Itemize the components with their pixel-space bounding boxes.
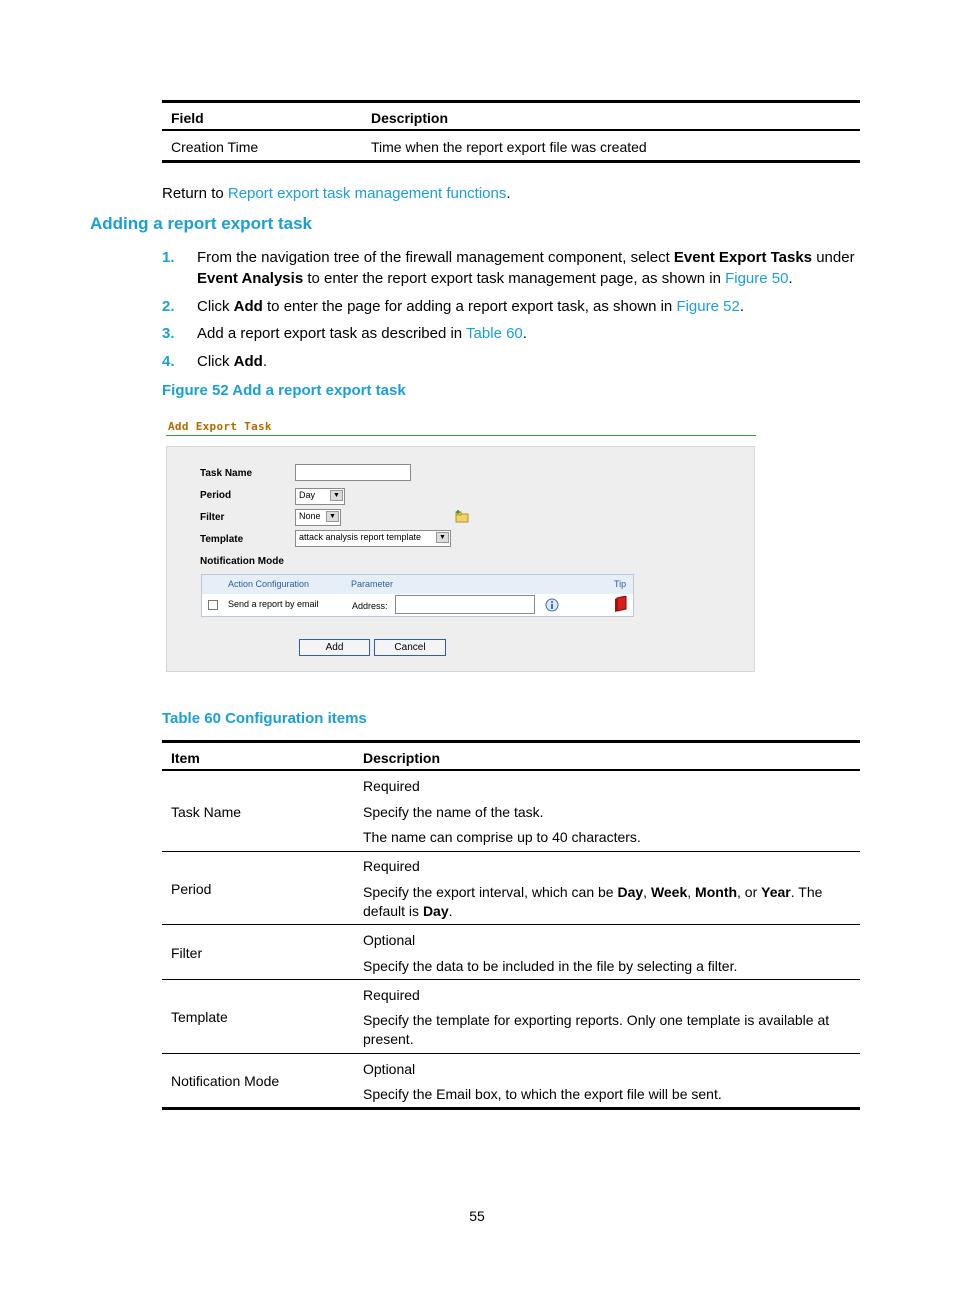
step-text: Add a report export task as described in Table 60. (197, 325, 527, 342)
config-table-top-rule (162, 740, 860, 743)
return-line (162, 185, 511, 202)
tip-book-icon[interactable] (614, 596, 628, 612)
table-bottom-rule (162, 160, 860, 163)
info-icon[interactable] (544, 597, 560, 613)
report-export-functions-link[interactable]: Report export task management functions (227, 185, 507, 202)
desc-line: Required (363, 987, 420, 1003)
figure-50-link[interactable]: Figure 50 (725, 270, 789, 287)
item-filter: Filter (171, 945, 203, 961)
table-top-rule (162, 100, 860, 103)
col-tip: Tip (614, 579, 627, 589)
config-table-bottom-rule (162, 1107, 860, 1110)
chevron-down-icon: ▼ (330, 490, 343, 501)
item-task-name: Task Name (171, 804, 242, 820)
form-title-divider (166, 435, 756, 436)
desc-line: Specify the Email box, to which the export file will be sent. (363, 1086, 722, 1102)
task-name-label: Task Name (200, 468, 253, 479)
row-divider (162, 924, 860, 925)
add-button[interactable]: Add (299, 639, 370, 656)
notification-table (201, 574, 634, 617)
table-caption: Table 60 Configuration items (162, 710, 367, 727)
desc-line: Specify the template for exporting reports. Only one template is available at present. (363, 1012, 830, 1047)
template-value: attack analysis report template (299, 532, 422, 542)
row-divider (162, 979, 860, 980)
step-text: Click Add to enter the page for adding a report export task, as shown in Figure 52. (197, 298, 744, 315)
return-prefix: Return to (162, 185, 228, 202)
col-action-configuration: Action Configuration (228, 579, 310, 589)
cancel-button[interactable]: Cancel (374, 639, 446, 656)
step-number: 1. (162, 249, 175, 266)
task-name-input[interactable] (295, 464, 411, 481)
step-text: Click Add. (197, 353, 268, 370)
send-email-checkbox[interactable] (208, 600, 218, 610)
step-number: 3. (162, 325, 175, 342)
table-header-rule (162, 129, 860, 131)
step-text: From the navigation tree of the firewall management component, select Event Export Tasks under Event Analysis to enter the report export task management page, as shown in Figure 50. (197, 249, 855, 287)
section-heading: Adding a report export task (90, 214, 312, 233)
filter-label: Filter (200, 512, 225, 523)
figure-52-link[interactable]: Figure 52 (676, 298, 740, 315)
desc-line: Specify the export interval, which can be Day, Week, Month, or Year. The default is Day. (363, 884, 823, 919)
col-parameter: Parameter (351, 579, 394, 589)
item-template: Template (171, 1009, 228, 1025)
period-value: Day (299, 490, 316, 500)
table-cell-description: Time when the report export file was created (371, 139, 647, 155)
column-header-field: Field (171, 110, 204, 126)
page-number: 55 (469, 1208, 485, 1224)
chevron-down-icon: ▼ (436, 532, 449, 543)
period-select[interactable] (295, 488, 345, 505)
row-divider (162, 851, 860, 852)
column-header-description: Description (363, 750, 441, 766)
item-period: Period (171, 881, 212, 897)
figure-caption: Figure 52 Add a report export task (162, 382, 406, 399)
template-label: Template (200, 534, 244, 545)
desc-line: The name can comprise up to 40 characters. (363, 829, 641, 845)
period-label: Period (200, 490, 232, 501)
email-address-input[interactable] (395, 595, 535, 614)
send-email-label: Send a report by email (228, 599, 319, 609)
filter-value: None (299, 511, 321, 521)
desc-line: Specify the data to be included in the file by selecting a filter. (363, 958, 738, 974)
table-60-link[interactable]: Table 60 (466, 325, 523, 342)
item-notification-mode: Notification Mode (171, 1073, 280, 1089)
chevron-down-icon: ▼ (326, 511, 339, 522)
desc-line: Optional (363, 932, 416, 948)
export-task-form-title: Add Export Task (168, 420, 272, 433)
desc-line: Specify the name of the task. (363, 804, 544, 820)
column-header-item: Item (171, 750, 200, 766)
row-divider (162, 1053, 860, 1054)
column-header-description: Description (371, 110, 449, 126)
template-select[interactable] (295, 530, 451, 547)
add-filter-icon[interactable] (455, 510, 469, 523)
return-suffix: . (506, 185, 511, 202)
step-number: 2. (162, 298, 175, 315)
table-cell-field: Creation Time (171, 139, 259, 155)
desc-line: Optional (363, 1061, 416, 1077)
config-table-header-rule (162, 769, 860, 771)
notification-mode-label: Notification Mode (200, 556, 284, 567)
desc-line: Required (363, 858, 420, 874)
desc-line: Required (363, 778, 420, 794)
filter-select[interactable] (295, 509, 341, 526)
step-number: 4. (162, 353, 175, 370)
address-label: Address: (352, 601, 388, 611)
